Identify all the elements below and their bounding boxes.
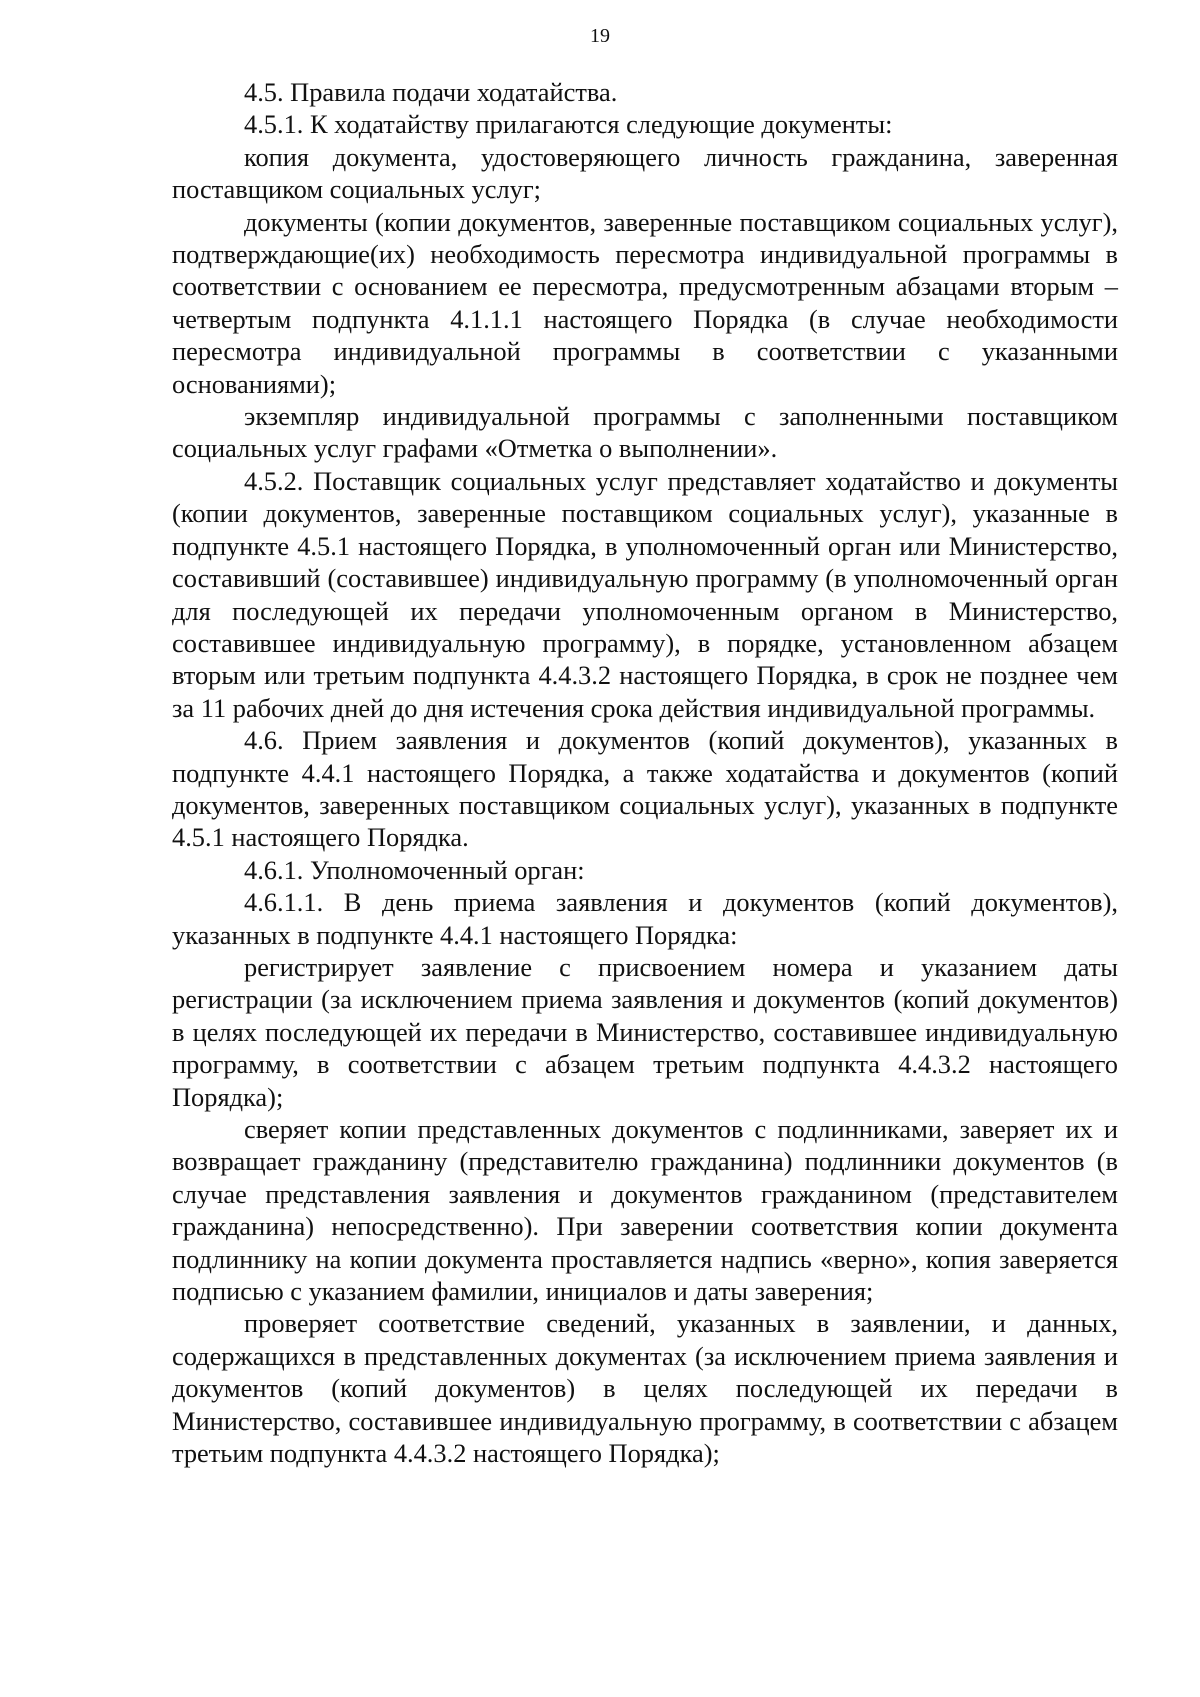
paragraph-supporting-documents: документы (копии документов, заверенные поставщиком социальных услуг), подтверждающие(их) необходимость пересмотра индивидуальной программы в соответствии с основанием ее пересмотра, предусмотренным абзацами вторым – четвертым подпункта 4.1.1.1 настоящего Порядка (в случае необходимости пересмотра индивидуальной программы в соответствии с указанными основаниями); <box>172 206 1118 399</box>
page-number: 19 <box>590 25 610 47</box>
paragraph-verifies-copies: сверяет копии представленных документов с подлинниками, заверяет их и возвращает гражданину (представителю гражданина) подлинники документов (в случае представления заявления и документов гражданином (представителем гражданина) непосредственно). При заверении соответствия копии документа подлиннику на копии документа проставляется надпись «верно», копия заверяется подписью с указанием фамилии, инициалов и даты заверения; <box>172 1114 1118 1307</box>
paragraph-4-5-1: 4.5.1. К ходатайству прилагаются следующие документы: <box>244 109 893 140</box>
paragraph-4-5-2: 4.5.2. Поставщик социальных услуг представляет ходатайство и документы (копии документов, заверенные поставщиком социальных услуг), указанные в подпункте 4.5.1 настоящего Порядка, в уполномоченный орган или Министерство, составивший (составившее) индивидуальную программу (в уполномоченный орган для последующей их передачи уполномоченным органом в Министерство, составившее индивидуальную программу), в порядке, установленном абзацем вторым или третьим подпункта 4.4.3.2 настоящего Порядка, в срок не позднее чем за 11 рабочих дней до дня истечения срока действия индивидуальной программы. <box>172 465 1118 723</box>
paragraph-identity-copy: копия документа, удостоверяющего личность гражданина, заверенная поставщиком социальных услуг; <box>172 141 1118 205</box>
paragraph-4-6: 4.6. Прием заявления и документов (копий документов), указанных в подпункте 4.4.1 настоящего Порядка, а также ходатайства и документов (копий документов, заверенных поставщиком социальных услуг), указанных в подпункте 4.5.1 настоящего Порядка. <box>172 725 1118 853</box>
paragraph-4-6-1: 4.6.1. Уполномоченный орган: <box>244 854 585 885</box>
paragraph-4-5: 4.5. Правила подачи ходатайства. <box>244 77 618 107</box>
paragraph-checks-data: проверяет соответствие сведений, указанных в заявлении, и данных, содержащихся в представленных документах (за исключением приема заявления и документов (копий документов) в целях последующей их передачи в Министерство, составившее индивидуальную программу, в соответствии с абзацем третьим подпункта 4.4.3.2 настоящего Порядка); <box>172 1308 1118 1469</box>
paragraph-4-6-1-1: 4.6.1.1. В день приема заявления и документов (копий документов), указанных в подпункте 4.4.1 настоящего Порядка: <box>172 887 1118 950</box>
paragraph-program-copy: экземпляр индивидуальной программы с заполненными поставщиком социальных услуг графами «Отметка о выполнении». <box>172 401 1118 464</box>
document-body <box>172 76 1118 1469</box>
paragraph-registers-application: регистрирует заявление с присвоением номера и указанием даты регистрации (за исключением приема заявления и документов (копий документов) в целях последующей их передачи в Министерство, составившее индивидуальную программу, в соответствии с абзацем третьим подпункта 4.4.3.2 настоящего Порядка); <box>172 951 1118 1112</box>
